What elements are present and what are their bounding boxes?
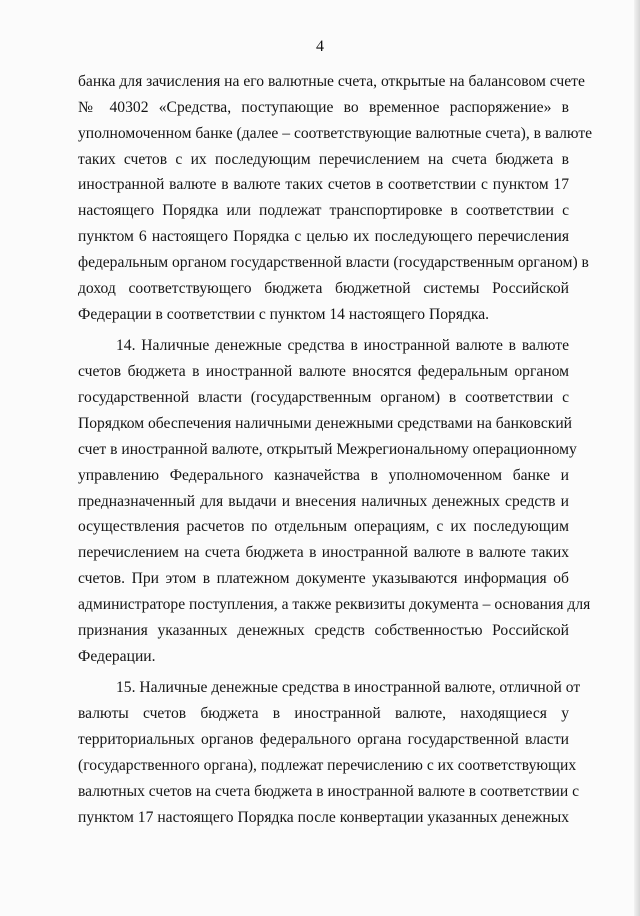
text-line: банка для зачисления на его валютные счета, открытые на балансовом счете <box>78 73 585 90</box>
paragraph-item-15 <box>78 675 581 830</box>
text-line: Порядком обеспечения наличными денежными средствами на банковский <box>78 414 573 432</box>
text-line: федеральным органом государственной власти (государственным органом) в <box>78 253 589 271</box>
document-body <box>78 69 593 830</box>
text-line: Федерации в соответствии с пунктом 14 настоящего Порядка. <box>78 305 490 323</box>
text-line: 14. Наличные денежные средства в иностранной валюте в валюте <box>116 337 569 355</box>
paragraph-continuation <box>78 69 593 327</box>
text-line: осуществления расчетов по отдельным операциям, с их последующим <box>78 518 569 536</box>
text-line: таких счетов с их последующим перечислением на счета бюджета в <box>78 150 569 168</box>
text-line: пунктом 17 настоящего Порядка после конвертации указанных денежных <box>78 808 569 826</box>
text-line: счетов бюджета в иностранной валюте вносятся федеральным органом <box>78 363 569 381</box>
text-line: 15. Наличные денежные средства в иностранной валюте, отличной от <box>116 679 581 697</box>
text-line: пунктом 6 настоящего Порядка с целью их последующего перечисления <box>78 228 569 246</box>
text-line: территориальных органов федерального органа государственной власти <box>78 731 569 749</box>
text-line: доход соответствующего бюджета бюджетной системы Российской <box>78 279 569 297</box>
text-line: Федерации. <box>78 647 156 665</box>
text-line: предназначенный для выдачи и внесения наличных денежных средств и <box>78 492 569 510</box>
text-line: перечислением на счета бюджета в иностранной валюте в валюте таких <box>78 544 569 562</box>
page-edge-shadow <box>634 0 640 916</box>
text-line: управлению Федерального казначейства в уполномоченном банке и <box>78 466 569 484</box>
paragraph-item-14 <box>78 333 591 669</box>
text-line: валютных счетов на счета бюджета в иностранной валюте в соответствии с <box>78 782 579 800</box>
text-line: № 40302 «Средства, поступающие во временное распоряжение» в <box>78 98 569 116</box>
text-line: признания указанных денежных средств собственностью Российской <box>78 621 569 639</box>
text-line: счет в иностранной валюте, открытый Межрегиональному операционному <box>78 440 577 458</box>
text-line: государственной власти (государственным органом) в соответствии с <box>78 389 569 407</box>
text-line: уполномоченном банке (далее – соответствующие валютные счета), в валюте <box>78 124 593 142</box>
text-line: (государственного органа), подлежат перечислению с их соответствующих <box>78 756 577 774</box>
text-line: счетов. При этом в платежном документе указываются информация об <box>78 570 569 588</box>
text-line: иностранной валюте в валюте таких счетов в соответствии с пунктом 17 <box>78 176 569 194</box>
text-line: валюты счетов бюджета в иностранной валюте, находящиеся у <box>78 705 569 723</box>
page-number: 4 <box>316 38 324 55</box>
text-line: администраторе поступления, а также реквизиты документа – основания для <box>78 595 591 613</box>
text-line: настоящего Порядка или подлежат транспортировке в соответствии с <box>78 202 569 220</box>
